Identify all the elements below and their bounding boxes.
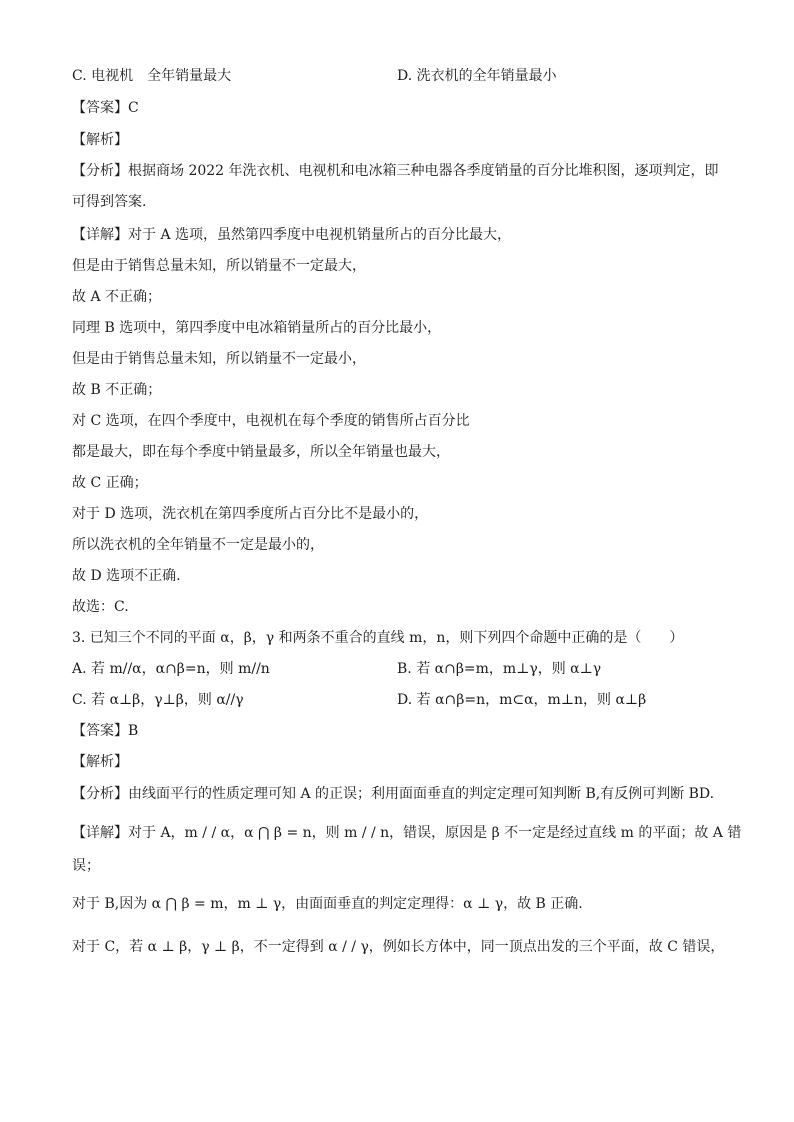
q2-option-d: D. 洗衣机的全年销量最小 [397,68,557,84]
q2-xiangjie-line-8: 故 C 正确； [72,475,148,491]
q2-xiangjie-line-3: 同理 B 选项中，第四季度中电冰箱销量所占的百分比最小， [72,320,442,336]
q3-jiexi-heading: 【解析】 [72,754,128,770]
q2-answer: 【答案】C [72,100,139,116]
q3-option-d: D. 若 α∩β=n，m⊂α，m⊥n，则 α⊥β [397,692,647,708]
q2-xiangjie-line-4: 但是由于销售总量未知，所以销量不一定最小， [72,351,366,367]
q3-xiangjie-c: 对于 C，若 α ⊥ β，γ ⊥ β，不一定得到 α / / γ，例如长方体中，同一顶点出发的三个平面，故 C 错误， [72,939,725,955]
q2-xiangjie-line-1: 但是由于销售总量未知，所以销量不一定最大， [72,258,366,274]
q3-option-a: A. 若 m//α，α∩β=n，则 m//n [72,661,270,677]
q2-xiangjie-line-11: 故 D 选项不正确. [72,568,181,584]
q3-xiangjie-a-line1: 【详解】对于 A，m / / α，α ⋂ β = n，则 m / / n，错误，原因是 β 不一定是经过直线 m 的平面；故 A 错 [72,825,742,841]
q2-fenxi-line1: 【分析】根据商场 2022 年洗衣机、电视机和电冰箱三种电器各季度销量的百分比堆积图，逐项判定，即 [72,163,719,179]
q3-option-c: C. 若 α⊥β，γ⊥β，则 α//γ [72,692,244,708]
q3-fenxi: 【分析】由线面平行的性质定理可知 A 的正误；利用面面垂直的判定定理可知判断 B,有反例可判断 BD. [72,786,715,802]
q2-xiangjie-line-6: 对 C 选项，在四个季度中，电视机在每个季度的销售所占百分比 [72,413,470,429]
q2-xiangjie-line-9: 对于 D 选项，洗衣机在第四季度所占百分比不是最小的， [72,506,429,522]
q2-xiangjie-line-7: 都是最大，即在每个季度中销量最多，所以全年销量也最大， [72,444,450,460]
q2-fenxi-line2: 可得到答案. [72,194,147,210]
q2-xiangjie-line-0: 【详解】对于 A 选项，虽然第四季度中电视机销量所占的百分比最大， [72,227,512,243]
q2-xiangjie-line-10: 所以洗衣机的全年销量不一定是最小的， [72,537,324,553]
q2-option-c: C. 电视机 全年销量最大 [72,68,232,84]
q3-stem: 3. 已知三个不同的平面 α，β，γ 和两条不重合的直线 m，n，则下列四个命题中正确的是（ ） [72,630,684,646]
q3-option-b: B. 若 α∩β=m，m⊥γ，则 α⊥γ [397,661,602,677]
q3-xiangjie-b: 对于 B,因为 α ⋂ β = m，m ⊥ γ，由面面垂直的判定定理得：α ⊥ γ，故 B 正确. [72,896,583,912]
q3-xiangjie-a-line2: 误； [72,858,100,874]
q2-xiangjie-line-5: 故 B 不正确； [72,382,162,398]
q3-answer: 【答案】B [72,723,139,739]
q2-jiexi-heading: 【解析】 [72,132,128,148]
q2-xiangjie-line-12: 故选：C. [72,599,129,615]
q2-xiangjie-line-2: 故 A 不正确； [72,289,162,305]
